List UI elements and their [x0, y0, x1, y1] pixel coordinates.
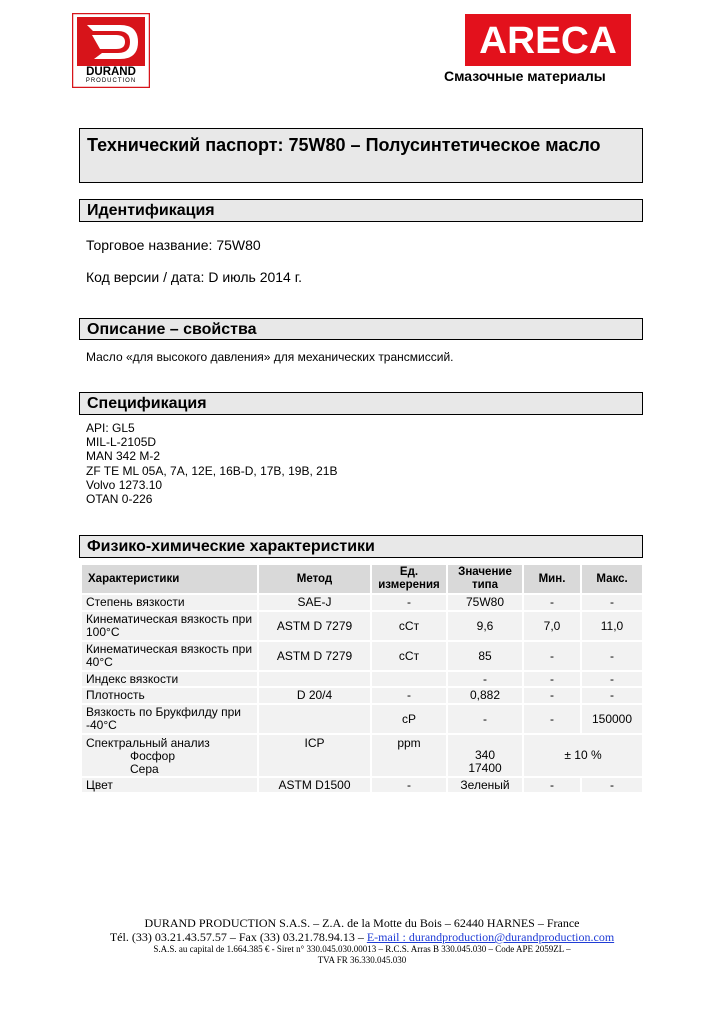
spec-item: ZF TE ML 05A, 7A, 12E, 16B-D, 17B, 19B, 21B [86, 463, 338, 478]
table-row [82, 705, 644, 735]
cell-name: Плотность [82, 688, 259, 705]
footer [0, 916, 724, 966]
spectral-sub-sulfur: Сера [130, 762, 159, 776]
cell-max: - [582, 642, 644, 672]
table-row [82, 778, 644, 794]
cell-unit: - [372, 778, 448, 794]
cell-value: 85 [448, 642, 524, 672]
specification-list [86, 421, 337, 506]
footer-legal: S.A.S. au capital de 1.664.385 € - Siret n° 330.045.030.00013 – R.C.S. Arras B 330.045.030 – Code APE 2059ZL – [153, 944, 571, 954]
cell-min: - [524, 672, 582, 688]
cell-name: Кинематическая вязкость при 100°C [82, 612, 259, 642]
table-row [82, 672, 644, 688]
section-heading-identification: Идентификация [79, 199, 643, 222]
cell-method: ICP [259, 735, 372, 778]
spectral-value-phosphorus: 340 [474, 748, 496, 762]
cell-min: - [524, 705, 582, 735]
cell-unit: cP [372, 705, 448, 735]
cell-name: Степень вязкости [82, 595, 259, 612]
cell-max: 150000 [582, 705, 644, 735]
cell-unit: cСт [372, 642, 448, 672]
spec-item: Volvo 1273.10 [86, 477, 163, 492]
column-header: Характеристики [82, 565, 259, 595]
spec-item: MIL-L-2105D [86, 435, 157, 450]
cell-value: 9,6 [448, 612, 524, 642]
cell-max: - [582, 672, 644, 688]
cell-max: - [582, 688, 644, 705]
durand-logo-word: DURAND [86, 66, 136, 78]
version-code: Код версии / дата: D июль 2014 г. [86, 269, 303, 285]
cell-max: 11,0 [582, 612, 644, 642]
cell-min: - [524, 642, 582, 672]
durand-production-logo [72, 13, 150, 88]
cell-name [82, 735, 259, 778]
cell-method: D 20/4 [259, 688, 372, 705]
cell-method: ASTM D 7279 [259, 642, 372, 672]
table-row-spectral [82, 735, 644, 778]
cell-method [259, 672, 372, 688]
footer-vat: TVA FR 36.330.045.030 [317, 955, 407, 965]
cell-name: Цвет [82, 778, 259, 794]
cell-method: ASTM D 7279 [259, 612, 372, 642]
footer-company: DURAND PRODUCTION S.A.S. – Z.A. de la Motte du Bois – 62440 HARNES – France [144, 916, 580, 930]
footer-contact [0, 930, 724, 944]
cell-min: - [524, 595, 582, 612]
table-row [82, 688, 644, 705]
table-row [82, 642, 644, 672]
areca-logo-word: ARECA [479, 20, 617, 62]
trade-name: Торговое название: 75W80 [86, 237, 261, 253]
column-header: Метод [259, 565, 372, 595]
spec-item: OTAN 0-226 [86, 492, 153, 507]
cell-method [259, 705, 372, 735]
section-heading-specification: Спецификация [79, 392, 643, 415]
cell-method: ASTM D1500 [259, 778, 372, 794]
table-row [82, 612, 644, 642]
cell-unit: ppm [372, 735, 448, 778]
cell-name: Кинематическая вязкость при 40°C [82, 642, 259, 672]
spectral-value-sulfur: 17400 [468, 761, 502, 775]
column-header: Мин. [524, 565, 582, 595]
cell-value [448, 735, 524, 778]
cell-value: - [448, 672, 524, 688]
cell-tolerance: ± 10 % [524, 735, 644, 778]
spectral-sub-phosphorus: Фосфор [130, 749, 176, 763]
footer-phone-fax: Tél. (33) 03.21.43.57.57 – Fax (33) 03.21.78.94.13 – [109, 930, 367, 944]
cell-max: - [582, 778, 644, 794]
table-row [82, 595, 644, 612]
cell-unit: - [372, 595, 448, 612]
column-header: Значение типа [448, 565, 524, 595]
properties-table [82, 565, 644, 794]
cell-value: Зеленый [448, 778, 524, 794]
column-header: Ед. измерения [372, 565, 448, 595]
cell-value: 75W80 [448, 595, 524, 612]
tagline: Смазочные материалы [444, 68, 606, 84]
page-title: Технический паспорт: 75W80 – Полусинтетическое масло [79, 128, 643, 183]
cell-value: 0,882 [448, 688, 524, 705]
spec-item: MAN 342 M-2 [86, 449, 161, 464]
table-header-row [82, 565, 644, 595]
durand-logo-subword: PRODUCTION [85, 78, 137, 84]
cell-name: Вязкость по Брукфилду при -40°C [82, 705, 259, 735]
section-heading-physchem: Физико-химические характеристики [79, 535, 643, 558]
cell-name: Индекс вязкости [82, 672, 259, 688]
description-text: Масло «для высокого давления» для механических трансмиссий. [86, 350, 454, 364]
cell-min: - [524, 778, 582, 794]
cell-max: - [582, 595, 644, 612]
section-heading-description: Описание – свойства [79, 318, 643, 340]
cell-method: SAE-J [259, 595, 372, 612]
cell-unit [372, 672, 448, 688]
email-link[interactable]: E-mail : durandproduction@durandproduction.com [366, 930, 615, 944]
spec-item: API: GL5 [86, 421, 135, 435]
cell-min: 7,0 [524, 612, 582, 642]
spectral-label: Спектральный анализ [86, 736, 210, 750]
cell-min: - [524, 688, 582, 705]
areca-logo [465, 14, 631, 66]
cell-unit: cСт [372, 612, 448, 642]
cell-value: - [448, 705, 524, 735]
cell-unit: - [372, 688, 448, 705]
column-header: Макс. [582, 565, 644, 595]
